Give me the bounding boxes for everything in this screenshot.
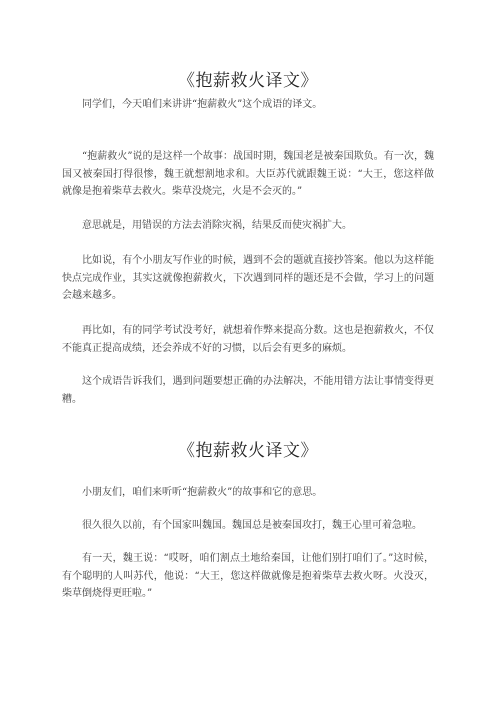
section1-paragraph-6: 这个成语告诉我们，遇到问题要想正确的办法解决，不能用错方法让事情变得更糟。 (62, 376, 434, 405)
section2-paragraph-1: 小朋友们，咱们来听听“抱薪救火”的故事和它的意思。 (82, 487, 323, 498)
section1-paragraph-2: “抱薪救火”说的是这样一个故事：战国时期，魏国老是被秦国欺负。有一次，魏国又被秦国打得很惨，魏王就想割地求和。大臣苏代就跟魏王说：“大王，您这样做就像是抱着柴草去救火。柴草没烧完，火是不会灭的。” (62, 151, 434, 197)
section2-title: 《抱薪救火译文》 (178, 441, 318, 461)
section1-paragraph-3: 意思就是，用错误的方法去消除灾祸，结果反而使灾祸扩大。 (82, 220, 352, 231)
section1-paragraph-4: 比如说，有个小朋友写作业的时候，遇到不会的题就直接抄答案。他以为这样能快点完成作业，其实这就像抱薪救火，下次遇到同样的题还是不会做，学习上的问题会越来越多。 (62, 255, 434, 301)
section1-paragraph-1: 同学们，今天咱们来讲讲“抱薪救火”这个成语的译文。 (82, 99, 323, 110)
section1-title: 《抱薪救火译文》 (178, 71, 318, 91)
section2-paragraph-2: 很久很久以前，有个国家叫魏国。魏国总是被秦国攻打，魏王心里可着急啦。 (82, 520, 422, 531)
section2-paragraph-3: 有一天，魏王说：“哎呀，咱们割点土地给秦国，让他们别打咱们了。”这时候，有个聪明的人叫苏代，他说：“大王，您这样做就像是抱着柴草去救火呀。火没灭，柴草倒烧得更旺啦。” (62, 553, 434, 599)
section1-paragraph-5: 再比如，有的同学考试没考好，就想着作弊来提高分数。这也是抱薪救火，不仅不能真正提高成绩，还会养成不好的习惯，以后会有更多的麻烦。 (62, 325, 434, 354)
